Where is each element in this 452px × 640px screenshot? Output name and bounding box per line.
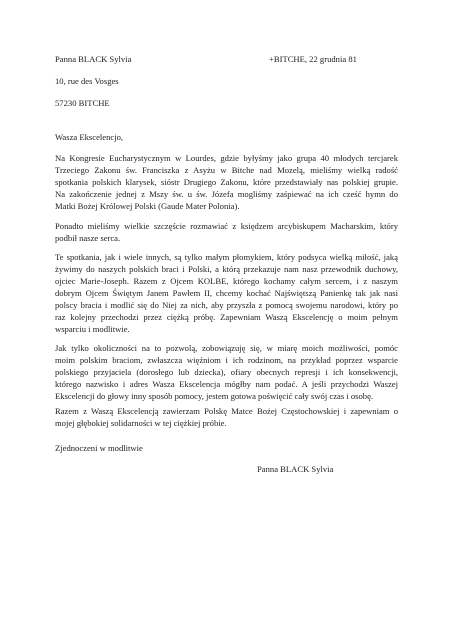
paragraph-1	[55, 152, 398, 212]
salutation: Wasza Ekscelencjo,	[55, 132, 124, 142]
paragraph-line: Te spotkania, jak i wiele innych, są tylko małym płomykiem, który podsyca wielką miłość, jaką	[55, 252, 398, 262]
paragraph-line: mojej głębokiej solidarności w tej ciężkiej próbie.	[55, 418, 227, 428]
paragraph-line: moim polskim braciom, zwłaszcza więźniom i ich rodzinom, na przykład poprzez wsparcie	[55, 355, 398, 365]
paragraph-line: którego nazwisko i adres Wasza Ekscelencja mógłby nam podać. A jeśli przychodzi Waszej	[55, 379, 398, 389]
paragraph-line: polscy bracia i modlić się do Niej za nich, aby przyszła z pomocą swojemu narodowi, który po	[55, 300, 398, 310]
paragraph-line: ojciec Marie-Joseph. Razem z Ojcem KOLBE, którego kochamy całym sercem, i z naszym	[55, 276, 398, 286]
paragraph-line: raz kolejny przechodzi przez ciężką próbę. Zapewniam Waszą Ekscelencję o moim pełnym	[55, 312, 398, 322]
paragraph-4	[55, 342, 398, 402]
paragraph-line: dobrym Ojcem Świętym Janem Pawłem II, chcemy kochać Najświętszą Panienkę tak jak nasi	[55, 288, 398, 298]
paragraph-line: Na zakończenie jednej z Mszy św. u św. Józefa mogliśmy zaśpiewać na ich cześć hymn do	[55, 189, 398, 199]
sender-street: 10, rue des Vosges	[55, 76, 119, 86]
paragraph-line: żywimy do naszych polskich braci i Polski, a którą przekazuje nam nasz przewodnik duchowy,	[55, 264, 398, 274]
place-date: +BITCHE, 22 grudnia 81	[269, 54, 357, 64]
sender-postal-city: 57230 BITCHE	[55, 98, 110, 108]
sender-name: Panna BLACK Sylvia	[55, 54, 132, 64]
paragraph-line: spotkania polskich klarysek, sióstr Drugiego Zakonu, które przedstawiały nas polskiej grupie.	[55, 177, 398, 187]
paragraph-3	[55, 251, 398, 335]
paragraph-line: Razem z Waszą Ekscelencją zawierzam Polskę Matce Bożej Częstochowskiej i zapewniam o	[55, 406, 398, 416]
paragraph-2	[55, 220, 398, 244]
paragraph-line: polskiego przyjaciela (dorosłego lub dziecka), ofiary obecnych represji i ich konsekwencji,	[55, 367, 398, 377]
paragraph-line: Ponadto mieliśmy wielkie szczęście rozmawiać z księdzem arcybiskupem Macharskim, który	[55, 221, 398, 231]
paragraph-line: Ekscelencji do głowy inny sposób pomocy, jestem gotowa poświęcić cały swój czas i osobę.	[55, 391, 374, 401]
paragraph-line: Na Kongresie Eucharystycznym w Lourdes, gdzie byłyśmy jako grupa 40 młodych tercjarek	[55, 153, 398, 163]
paragraph-line: Matki Bożej Królowej Polski (Gaude Mater Polonia).	[55, 201, 240, 211]
paragraph-5	[55, 405, 398, 429]
paragraph-line: Trzeciego Zakonu św. Franciszka z Asyżu w Bitche nad Mozelą, mieliśmy wielką radość	[55, 165, 398, 175]
paragraph-line: podbił nasze serca.	[55, 233, 121, 243]
paragraph-line: Jak tylko okoliczności na to pozwolą, zobowiązuję się, w miarę moich możliwości, pomóc	[55, 343, 398, 353]
paragraph-line: wsparciu i modlitwie.	[55, 324, 130, 334]
closing: Zjednoczeni w modlitwie	[55, 443, 143, 453]
signature: Panna BLACK Sylvia	[257, 464, 334, 474]
